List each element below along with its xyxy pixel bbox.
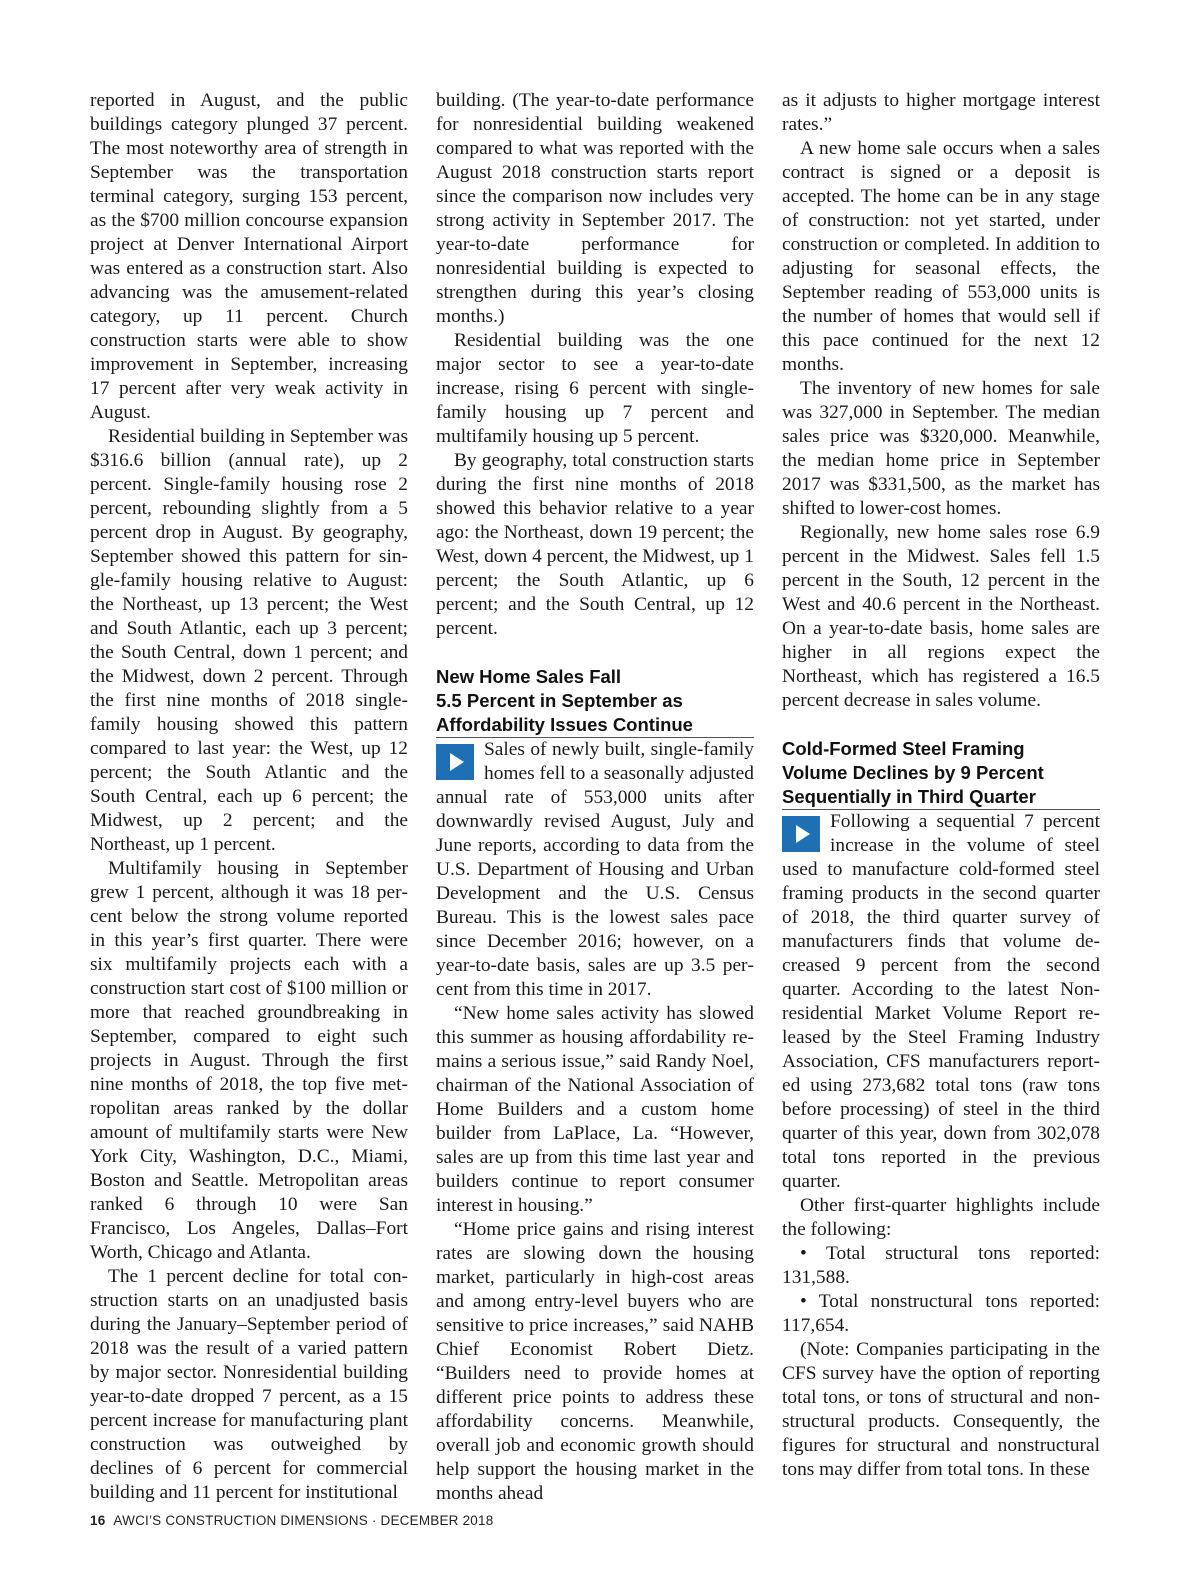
heading-line: Sequentially in Third Quarter bbox=[782, 785, 1100, 810]
column-1 bbox=[90, 89, 408, 1505]
paragraph-text: Sales of newly built, single-family homes fell to a seasonally adjusted annual rate of 553,000 units after downwardly revised August, July and June reports, according to data from the U.S. Department of Housing and Urban Development and the U.S. Census Bureau. This is the lowest sales pace since December 2016; however, on a year-to-date basis, sales are up 3.5 percent from this time in 2017. bbox=[436, 739, 754, 1000]
column-3 bbox=[782, 89, 1100, 1482]
bullet-item: • Total nonstructural tons reported: 117,654. bbox=[782, 1291, 1100, 1336]
paragraph: “New home sales activity has slowed this summer as housing affordability remains a serious issue,” said Randy Noel, chairman of the National Association of Home Builders and a custom home builder from LaPlace, La. “However, sales are up from this time last year and builders continue to report consumer interest in housing.” bbox=[436, 1003, 754, 1216]
paragraph-text: Following a sequential 7 percent increase in the volume of steel used to manufacture cold-formed steel framing products in the second quarter of 2018, the third quarter survey of manufacturers finds that volume decreased 9 percent from the second quarter. According to the latest Nonresidential Market Volume Report released by the Steel Framing Industry Association, CFS manufacturers reported using 273,682 total tons (raw tons before processing) of steel in the third quarter of this year, down from 302,078 total tons reported in the previous quarter. bbox=[782, 811, 1100, 1192]
paragraph: as it adjusts to higher mortgage interest rates.” bbox=[782, 90, 1100, 135]
paragraph: Residential building was the one major sector to see a year-to-date increase, rising 6 percent with single-family housing up 7 percent and multifamily housing up 5 percent. bbox=[436, 330, 754, 447]
heading-line: Cold-Formed Steel Framing bbox=[782, 738, 1025, 759]
bullet-item: • Total structural tons reported: 131,588. bbox=[782, 1243, 1100, 1288]
paragraph: “Home price gains and rising interest rates are slowing down the housing market, particularly in high-cost areas and among entry-level buyers who are sensitive to price increases,” said NAHB Chief Economist Robert Dietz. “Builders need to provide homes at different price points to address these affordability concerns. Meanwhile, overall job and economic growth should help support the housing market in the months ahead bbox=[436, 1219, 754, 1504]
page-footer bbox=[90, 1513, 493, 1528]
paragraph: The inventory of new homes for sale was 327,000 in September. The median sales price was $320,000. Meanwhile, the median home price in September 2017 was $331,500, as the market has shifted to lower-cost homes. bbox=[782, 378, 1100, 519]
paragraph: Residential building in September was $316.6 billion (annual rate), up 2 percent. Single-family housing rose 2 percent, rebounding slightly from a 5 percent drop in August. By geography, September showed this pattern for single-family housing relative to August: the Northeast, up 13 percent; the West and South Atlantic, each up 3 percent; the South Central, down 1 percent; and the Midwest, down 2 percent. Through the first nine months of 2018 single-family housing showed this pattern compared to last year: the West, up 12 percent; the South Atlantic and the South Central, each up 6 percent; the Midwest, up 2 percent; and the Northeast, up 1 percent. bbox=[90, 426, 408, 855]
heading-line: Affordability Issues Continue bbox=[436, 713, 754, 738]
heading-line: New Home Sales Fall bbox=[436, 666, 622, 687]
play-icon bbox=[782, 816, 820, 852]
play-icon bbox=[436, 744, 474, 780]
paragraph-lead bbox=[436, 738, 754, 1002]
section-heading-cold-formed-steel bbox=[782, 737, 1100, 810]
section-heading-new-home-sales bbox=[436, 665, 754, 738]
paragraph: building. (The year-to-date performance for nonresidential building weakened compared to what was reported with the August 2018 construction starts report since the comparison now includes very strong activity in September 2017. The year-to-date performance for nonresidential building is expected to strengthen during this year’s closing months.) bbox=[436, 90, 754, 327]
page-number: 16 bbox=[90, 1513, 106, 1528]
paragraph: By geography, total construction starts during the first nine months of 2018 showed this behavior relative to a year ago: the Northeast, down 19 percent; the West, down 4 percent, the Midwest, up 1 percent; the South Atlantic, up 6 percent; and the South Central, up 12 percent. bbox=[436, 450, 754, 639]
column-2 bbox=[436, 89, 754, 1506]
paragraph: Multifamily housing in September grew 1 percent, although it was 18 percent below the strong volume reported in this year’s first quarter. There were six multifamily projects each with a construction start cost of $100 million or more that reached groundbreaking in September, compared to eight such projects in August. Through the first nine months of 2018, the top five metropolitan areas ranked by the dollar amount of multifamily starts were New York City, Washington, D.C., Miami, Boston and Seattle. Metropolitan areas ranked 6 through 10 were San Francisco, Los Angeles, Dallas–Fort Worth, Chicago and Atlanta. bbox=[90, 858, 408, 1263]
paragraph: Other first-quarter highlights include the following: bbox=[782, 1195, 1100, 1240]
heading-line: Volume Declines by 9 Percent bbox=[782, 762, 1044, 783]
paragraph: reported in August, and the public buildings category plunged 37 percent. The most noteworthy area of strength in September was the transportation terminal category, surging 153 percent, as the $700 million concourse expansion project at Denver International Airport was entered as a construction start. Also advancing was the amusement-related category, up 11 percent. Church construction starts were able to show improvement in September, increasing 17 percent after very weak activity in August. bbox=[90, 90, 408, 423]
heading-line: 5.5 Percent in September as bbox=[436, 690, 683, 711]
publication-name: AWCI’S CONSTRUCTION DIMENSIONS · DECEMBER 2018 bbox=[113, 1513, 494, 1528]
paragraph: Regionally, new home sales rose 6.9 percent in the Midwest. Sales fell 1.5 percent in the South, 12 percent in the West and 40.6 percent in the Northeast. On a year-to-date basis, home sales are higher in all regions expect the Northeast, which has registered a 16.5 percent decrease in sales volume. bbox=[782, 522, 1100, 711]
paragraph: The 1 percent decline for total construction starts on an unadjusted basis during the January–September period of 2018 was the result of a varied pattern by major sector. Nonresidential building year-to-date dropped 7 percent, as a 15 percent increase for manufacturing plant construction was outweighed by declines of 6 percent for commercial building and 11 percent for institutional bbox=[90, 1266, 408, 1503]
paragraph-lead bbox=[782, 810, 1100, 1194]
paragraph: A new home sale occurs when a sales contract is signed or a deposit is accepted. The home can be in any stage of construction: not yet started, under construction or completed. In addition to adjusting for seasonal effects, the September reading of 553,000 units is the number of homes that would sell if this pace continued for the next 12 months. bbox=[782, 138, 1100, 375]
paragraph: (Note: Companies participating in the CFS survey have the option of reporting total tons, or tons of structural and nonstructural products. Consequently, the figures for structural and nonstructural tons may differ from total tons. In these bbox=[782, 1339, 1100, 1480]
